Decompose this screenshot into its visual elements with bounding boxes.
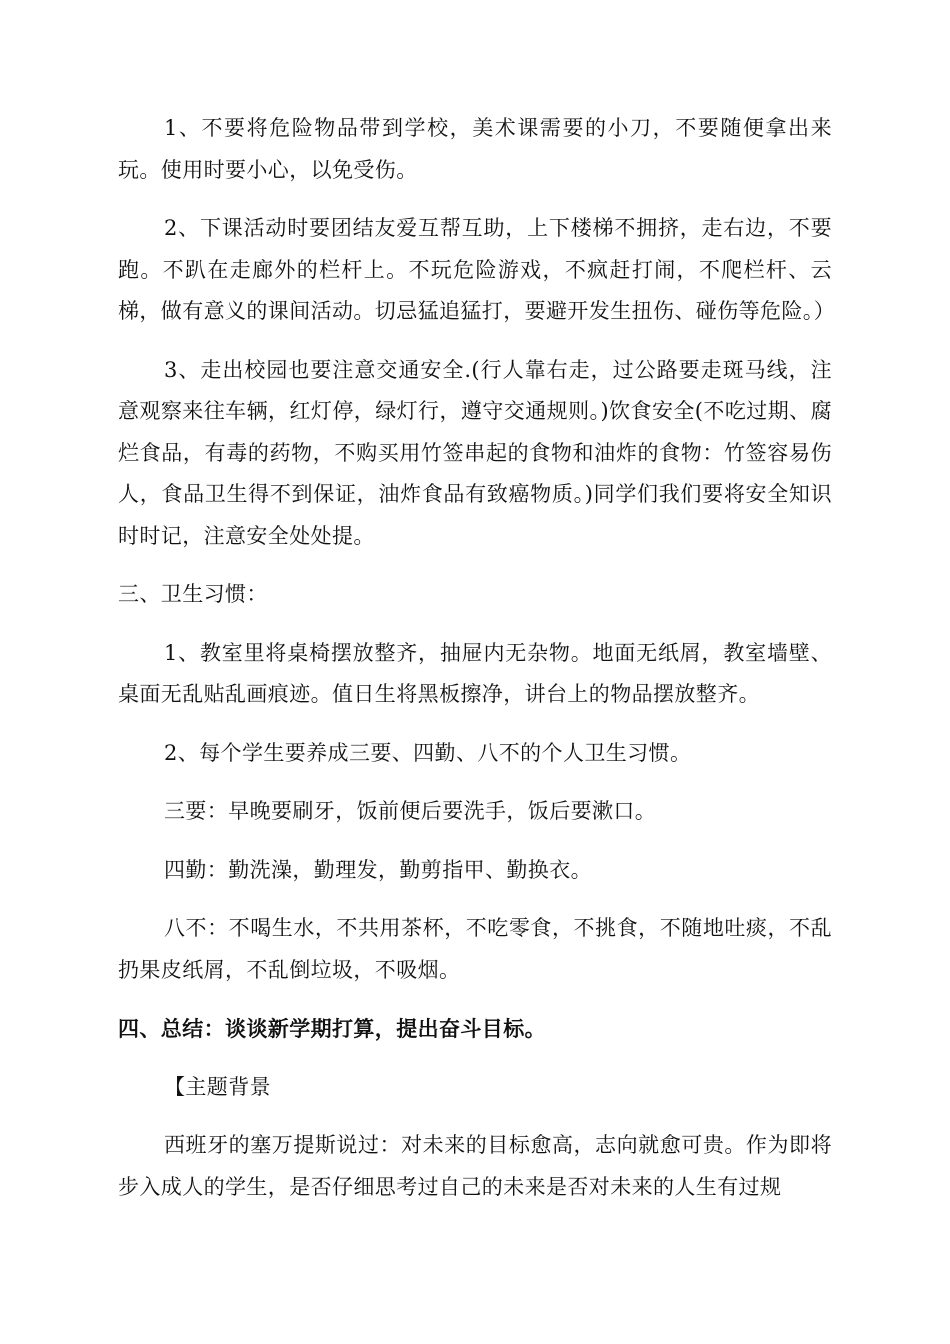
paragraph-safety-item-3: 3、走出校园也要注意交通安全.(行人靠右走，过公路要走斑马线，注意观察来往车辆，红灯停，绿灯行，遵守交通规则。)饮食安全(不吃过期、腐烂食品，有毒的药物，不购买用竹签串起的食物和油炸的食物：竹签容易伤人，食品卫生得不到保证，油炸食品有致癌物质。)同学们我们要将安全知识时时记，注意安全处处提。 (118, 357, 832, 548)
paragraph-cervantes-quote: 西班牙的塞万提斯说过：对未来的目标愈高，志向就愈可贵。作为即将步入成人的学生，是否仔细思考过自己的未来是否对未来的人生有过规 (118, 1133, 832, 1199)
paragraph-hygiene-item-2: 2、每个学生要养成三要、四勤、八不的个人卫生习惯。 (164, 740, 692, 765)
section-heading-summary: 四、总结：谈谈新学期打算，提出奋斗目标。 (118, 1016, 546, 1041)
paragraph-three-musts: 三要：早晚要刷牙，饭前便后要洗手，饭后要漱口。 (164, 799, 657, 823)
paragraph-four-diligences: 四勤：勤洗澡，勤理发，勤剪指甲、勤换衣。 (164, 857, 592, 882)
paragraph-safety-item-1: 1、不要将危险物品带到学校，美术课需要的小刀，不要随便拿出来玩。使用时要小心，以免受伤。 (118, 116, 832, 182)
paragraph-hygiene-item-1: 1、教室里将桌椅摆放整齐，抽屉内无杂物。地面无纸屑，教室墙壁、桌面无乱贴乱画痕迹。值日生将黑板擦净，讲台上的物品摆放整齐。 (118, 640, 832, 706)
paragraph-eight-donts: 八不：不喝生水，不共用茶杯，不吃零食，不挑食，不随地吐痰，不乱扔果皮纸屑，不乱倒垃圾，不吸烟。 (118, 916, 832, 982)
section-heading-hygiene: 三、卫生习惯： (118, 582, 268, 606)
paragraph-safety-item-2: 2、下课活动时要团结友爱互帮互助，上下楼梯不拥挤，走右边，不要跑。不趴在走廊外的栏杆上。不玩危险游戏，不疯赶打闹，不爬栏杆、云梯，做有意义的课间活动。切忌猛追猛打，要避开发生扭伤、碰伤等危险。） (118, 216, 836, 323)
paragraph-theme-background: 【主题背景 (164, 1074, 271, 1099)
